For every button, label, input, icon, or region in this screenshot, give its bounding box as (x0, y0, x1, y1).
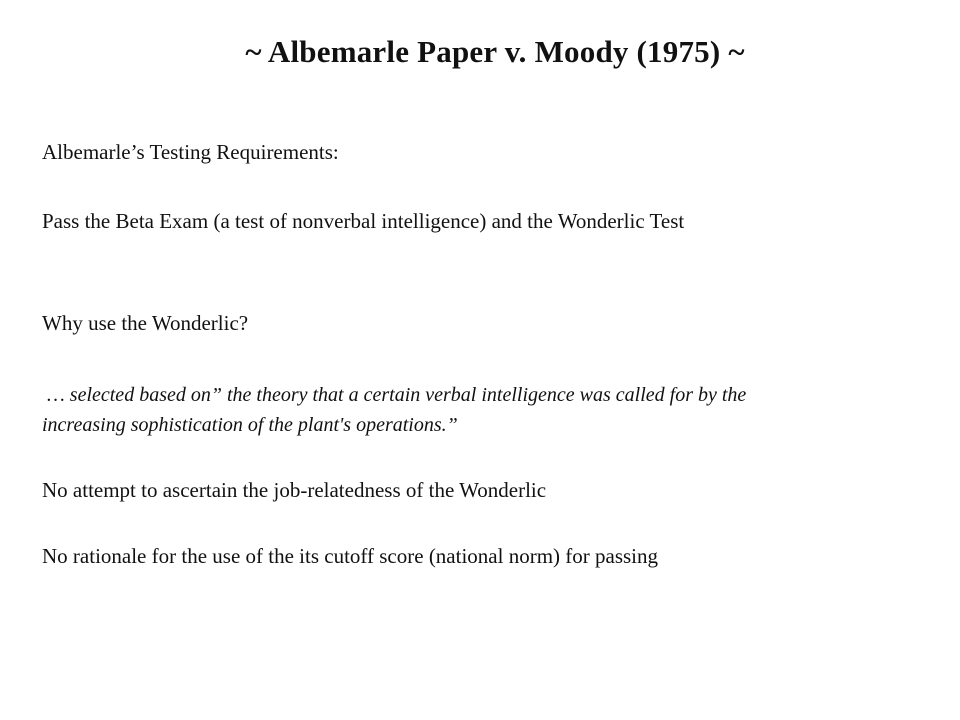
wonderlic-quote (42, 380, 912, 440)
quote-line-1: … selected based on” the theory that a certain verbal intelligence was called for by the (42, 384, 747, 406)
why-heading: Why use the Wonderlic? (42, 311, 249, 335)
slide-title: ~ Albemarle Paper v. Moody (1975) ~ (245, 34, 745, 69)
point-cutoff-score: No rationale for the use of the its cutoff score (national norm) for passing (42, 544, 659, 568)
point-job-relatedness: No attempt to ascertain the job-relatedness of the Wonderlic (42, 478, 547, 502)
testing-requirements-heading: Albemarle’s Testing Requirements: (42, 140, 339, 164)
quote-line-2: increasing sophistication of the plant's operations.” (42, 414, 458, 436)
requirement-text: Pass the Beta Exam (a test of nonverbal intelligence) and the Wonderlic Test (42, 209, 685, 233)
